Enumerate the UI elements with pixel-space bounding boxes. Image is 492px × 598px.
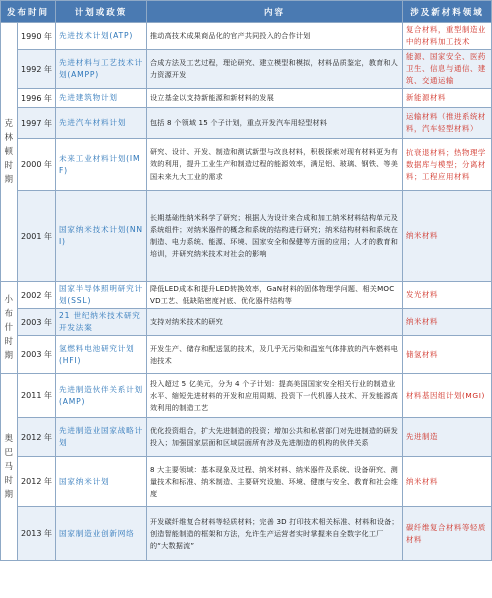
table-row — [1, 507, 492, 561]
content-cell: 8 大主要领域：基本现象及过程、纳米材料、纳米器件及系统、设备研究、测量技术和标准、纳米制造、主要研究设施、环境、健康与安全、教育和社会维度 — [147, 457, 403, 507]
period-label: 克林顿时期 — [4, 119, 15, 185]
content-cell: 包括 8 个领域 15 个子计划，重点开发汽车用轻型材料 — [147, 108, 403, 139]
table-row — [1, 23, 492, 50]
content-cell: 开发生产、储存和配送氢的技术，及几乎无污染和温室气体排放的汽车燃料电池技术 — [147, 336, 403, 374]
year-cell: 1990 年 — [18, 23, 56, 50]
table-row — [1, 50, 492, 89]
content-cell: 降低LED成本和提升LED转换效率，GaN材料的固体物理学问题、相关MOCVD工艺、低缺陷密度衬底、优化器件结构等 — [147, 282, 403, 309]
year-cell: 2002 年 — [18, 282, 56, 309]
content-cell: 研究、设计、开发、制造和测试新型与改良材料，积极探索对现有材料更为有效的利用，提升工业生产和制造过程的能源效率，满足铝、玻璃、钢铁、等美国未来九大工业的需求 — [147, 139, 403, 191]
plan-cell: 未来工业材料计划(IMF) — [56, 139, 147, 191]
materials-field-cell: 新能源材料 — [403, 89, 492, 108]
table-row — [1, 309, 492, 336]
period-cell — [1, 23, 18, 282]
plan-cell: 氢燃料电池研究计划(HFI) — [56, 336, 147, 374]
content-cell: 投入超过 5 亿美元，分为 4 个子计划：提高美国国家安全相关行业的制造业水平、缩短先进材料的开发和应用周期、投资下一代机器人技术、开发能源高效利用的制造工艺 — [147, 374, 403, 418]
plan-cell: 先进材料与工艺技术计划(AMPP) — [56, 50, 147, 89]
materials-field-cell: 储氢材料 — [403, 336, 492, 374]
year-cell: 2001 年 — [18, 191, 56, 282]
year-cell: 2003 年 — [18, 309, 56, 336]
materials-field-cell: 碳纤维复合材料等轻质材料 — [403, 507, 492, 561]
table-row — [1, 139, 492, 191]
table-row — [1, 89, 492, 108]
materials-field-cell: 纳米材料 — [403, 191, 492, 282]
materials-field-cell: 材料基因组计划(MGI) — [403, 374, 492, 418]
content-cell: 优化投资组合，扩大先进制造的投资；增加公共和私营部门对先进制造的研发投入；加强国家层面和区域层面所有涉及先进制造的机构的伙伴关系 — [147, 418, 403, 457]
plan-cell: 先进建筑物计划 — [56, 89, 147, 108]
materials-field-cell: 抗衰退材料；热物理学数据库与模型；分离材料；工程应用材料 — [403, 139, 492, 191]
year-cell: 1996 年 — [18, 89, 56, 108]
table-body — [1, 23, 492, 561]
table-row — [1, 457, 492, 507]
table-row — [1, 282, 492, 309]
plan-cell: 国家纳米计划 — [56, 457, 147, 507]
plan-cell: 先进汽车材料计划 — [56, 108, 147, 139]
content-cell: 合成方法及工艺过程，理论研究、建立模型和模拟，材料品质鉴定，教育和人力资源开发 — [147, 50, 403, 89]
content-cell: 设立基金以支持新能源和新材料的发展 — [147, 89, 403, 108]
year-cell: 2012 年 — [18, 418, 56, 457]
period-label: 小布什时期 — [4, 294, 15, 361]
materials-field-cell: 先进制造 — [403, 418, 492, 457]
plan-cell: 国家纳米技术计划(NNI) — [56, 191, 147, 282]
materials-field-cell: 纳米材料 — [403, 309, 492, 336]
header-content: 内容 — [147, 1, 403, 23]
content-cell: 长期基础性纳米科学了研究；根据人为设计来合成和加工纳米材料结构单元及系统组件；对纳米器件的概念和系统的结构进行研究；纳米结构材料和系统在制造、电力系统、能源、环境、国家安全和保健等方面的应用；人才的教育和培训，并研究纳米技术对社会的影响 — [147, 191, 403, 282]
year-cell: 2012 年 — [18, 457, 56, 507]
materials-field-cell: 运输材料（推进系统材料，汽车轻型材料） — [403, 108, 492, 139]
header-materials-field: 涉及新材料领域 — [403, 1, 492, 23]
table-row — [1, 191, 492, 282]
header-plan-or-policy: 计划或政策 — [56, 1, 147, 23]
content-cell: 推动高技术成果商品化的官产共同投入的合作计划 — [147, 23, 403, 50]
year-cell: 1997 年 — [18, 108, 56, 139]
year-cell: 2000 年 — [18, 139, 56, 191]
materials-field-cell: 纳米材料 — [403, 457, 492, 507]
materials-field-cell: 能源、国家安全、医药卫生、信息与通信、建筑、交通运输 — [403, 50, 492, 89]
year-cell: 2003 年 — [18, 336, 56, 374]
header-release-time: 发布时间 — [1, 1, 56, 23]
content-cell: 支持对纳米技术的研究 — [147, 309, 403, 336]
plan-cell: 国家半导体照明研究计划(SSL) — [56, 282, 147, 309]
table-row — [1, 418, 492, 457]
plan-cell: 21 世纪纳米技术研究开发法案 — [56, 309, 147, 336]
year-cell: 1992 年 — [18, 50, 56, 89]
year-cell: 2013 年 — [18, 507, 56, 561]
year-cell: 2011 年 — [18, 374, 56, 418]
plan-cell: 先进制造伙伴关系计划(AMP) — [56, 374, 147, 418]
materials-field-cell: 复合材料，重型制造业中的材料加工技术 — [403, 23, 492, 50]
table-row — [1, 108, 492, 139]
table-row — [1, 336, 492, 374]
materials-field-cell: 发光材料 — [403, 282, 492, 309]
period-label: 奥巴马时期 — [4, 434, 15, 501]
plan-cell: 先进技术计划(ATP) — [56, 23, 147, 50]
table-header-row — [1, 1, 492, 23]
period-cell — [1, 282, 18, 374]
table-row — [1, 374, 492, 418]
period-cell — [1, 374, 18, 561]
content-cell: 开发碳纤维复合材料等轻质材料；完善 3D 打印技术相关标准、材料和设备；创造智能制造的框架和方法，允许生产运营者实时掌握来自全数字化工厂的“大数据流” — [147, 507, 403, 561]
plan-cell: 先进制造业国家战略计划 — [56, 418, 147, 457]
plan-cell: 国家制造业创新网络 — [56, 507, 147, 561]
